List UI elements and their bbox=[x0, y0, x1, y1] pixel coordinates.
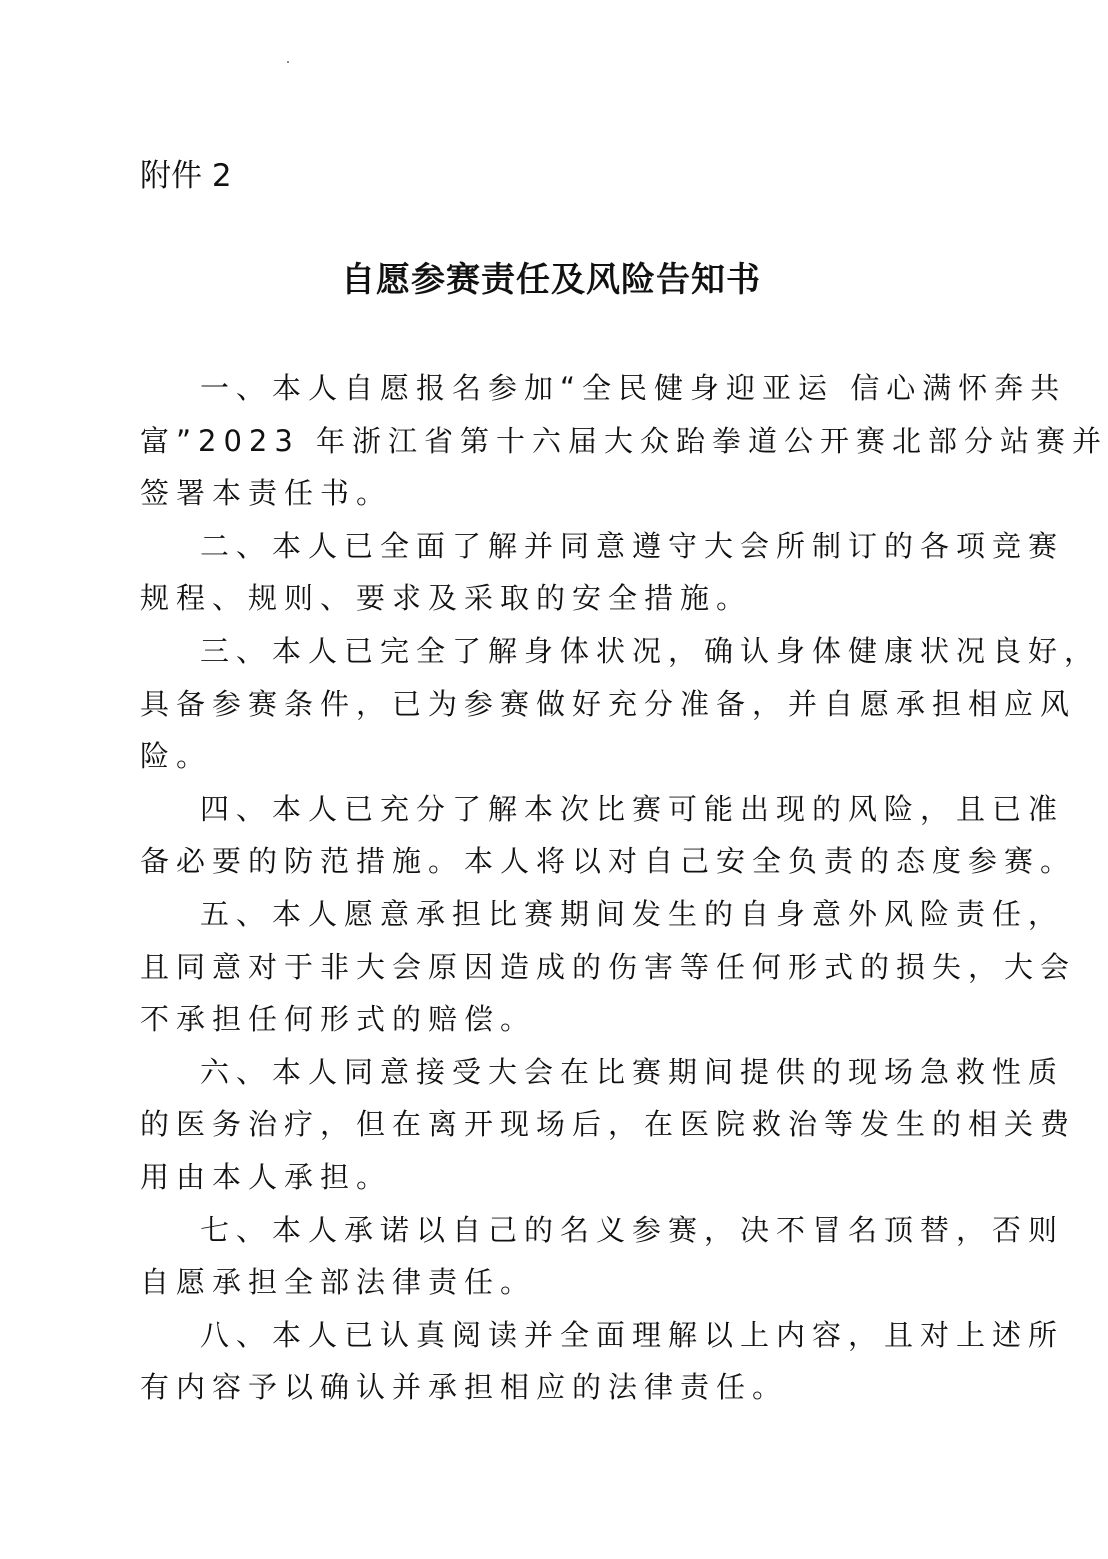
paragraph-line: 有内容予以确认并承担相应的法律责任。 bbox=[140, 1370, 789, 1405]
paragraph-line: 签署本责任书。 bbox=[140, 476, 393, 511]
paragraph-line: 四、本人已充分了解本次比赛可能出现的风险，且已准 bbox=[200, 791, 1065, 826]
paragraph-line: 自愿承担全部法律责任。 bbox=[140, 1265, 537, 1300]
paragraph-line: 用由本人承担。 bbox=[140, 1159, 393, 1194]
paragraph-line: 二、本人已全面了解并同意遵守大会所制订的各项竞赛 bbox=[200, 528, 1065, 563]
paragraph-line: 五、本人愿意承担比赛期间发生的自身意外风险责任， bbox=[200, 896, 1065, 931]
paragraph-5 bbox=[140, 888, 1077, 1046]
paragraph-line: 备必要的防范措施。本人将以对自己安全负责的态度参赛。 bbox=[140, 844, 1077, 879]
paragraph-line: 险。 bbox=[140, 739, 213, 774]
paragraph-line: 一、本人自愿报名参加“全民健身迎亚运 信心满怀奔共 bbox=[200, 371, 1067, 405]
paragraph-1 bbox=[140, 362, 1108, 520]
paragraph-line: 规程、规则、要求及采取的安全措施。 bbox=[140, 581, 753, 616]
paragraph-line: 不承担任何形式的赔偿。 bbox=[140, 1002, 537, 1037]
paragraph-line: 七、本人承诺以自己的名义参赛，决不冒名顶替，否则 bbox=[200, 1212, 1065, 1247]
paragraph-line: 六、本人同意接受大会在比赛期间提供的现场急救性质 bbox=[200, 1054, 1065, 1089]
paragraph-6 bbox=[140, 1046, 1077, 1204]
paragraph-2 bbox=[140, 520, 1065, 625]
attachment-label: 附件 2 bbox=[140, 158, 232, 194]
paragraph-line: 三、本人已完全了解身体状况，确认身体健康状况良好， bbox=[200, 633, 1101, 668]
paragraph-line: 的医务治疗，但在离开现场后，在医院救治等发生的相关费 bbox=[140, 1107, 1077, 1142]
document-body bbox=[140, 362, 1108, 1414]
paragraph-line: 且同意对于非大会原因造成的伤害等任何形式的损失，大会 bbox=[140, 949, 1077, 984]
paragraph-7 bbox=[140, 1204, 1065, 1309]
paragraph-line: 富”2023 年浙江省第十六届大众跆拳道公开赛北部分站赛并 bbox=[140, 423, 1108, 458]
scan-dot bbox=[287, 61, 289, 63]
paragraph-3 bbox=[140, 625, 1101, 783]
document-title: 自愿参赛责任及风险告知书 bbox=[341, 260, 761, 300]
paragraph-8 bbox=[140, 1309, 1065, 1414]
paragraph-4 bbox=[140, 783, 1077, 888]
paragraph-line: 八、本人已认真阅读并全面理解以上内容，且对上述所 bbox=[200, 1317, 1065, 1352]
paragraph-line: 具备参赛条件，已为参赛做好充分准备，并自愿承担相应风 bbox=[140, 686, 1077, 721]
